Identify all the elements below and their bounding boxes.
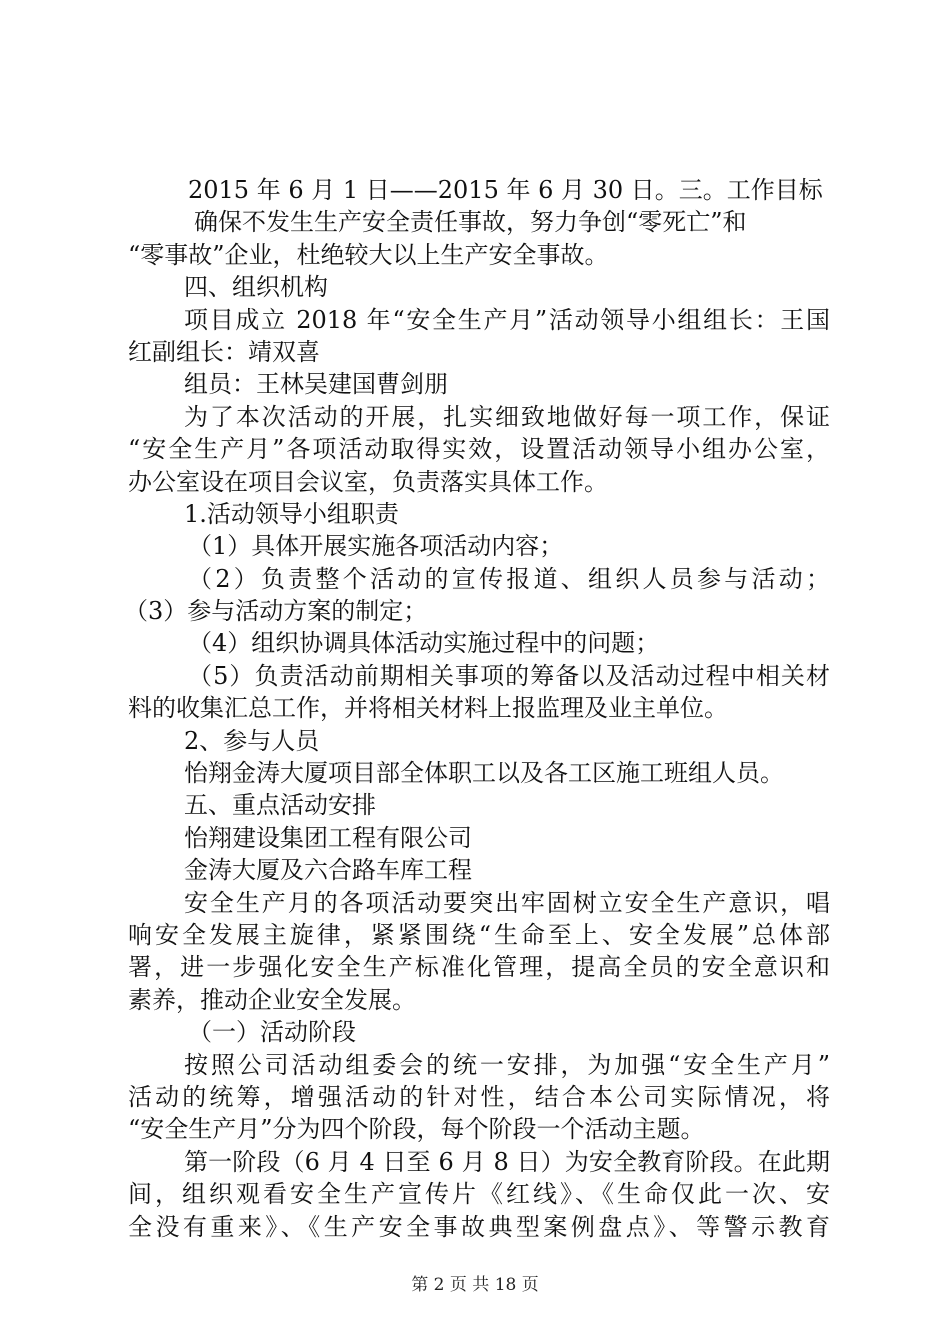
list-item: （5）负责活动前期相关事项的筹备以及活动过程中相关材 [188,661,830,690]
document-body [124,174,830,1243]
text-line: 怡翔建设集团工程有限公司 [184,823,472,852]
text-line: 响安全发展主旋律，紧紧围绕“生命至上、安全发展”总体部 [128,920,830,949]
section-heading: 2、参与人员 [184,726,320,755]
text-line: 全没有重来》、《生产安全事故典型案例盘点》、等警示教育 [128,1212,830,1241]
text-line: 素养，推动企业安全发展。 [128,985,416,1014]
text-line: 按照公司活动组委会的统一安排，为加强“安全生产月” [184,1050,830,1079]
text-line: 安全生产月的各项活动要突出牢固树立安全生产意识，唱 [184,888,830,917]
text-line: “安全生产月”各项活动取得实效，设置活动领导小组办公室， [128,435,830,464]
text-line: 第一阶段（6 月 4 日至 6 月 8 日）为安全教育阶段。在此期 [184,1147,830,1176]
section-heading: 四、组织机构 [184,273,328,302]
page-number: 第 2 页 共 18 页 [411,1275,539,1295]
text-line: 料的收集汇总工作，并将相关材料上报监理及业主单位。 [128,694,728,723]
text-line: “安全生产月”分为四个阶段，每个阶段一个活动主题。 [128,1115,705,1144]
list-item: （1）具体开展实施各项活动内容； [188,532,564,561]
list-item: （2）负责整个活动的宣传报道、组织人员参与活动； [188,564,830,593]
text-line: 怡翔金涛大厦项目部全体职工以及各工区施工班组人员。 [184,759,784,788]
section-heading: （一）活动阶段 [188,1018,356,1047]
section-heading: 五、重点活动安排 [184,791,376,820]
text-line: 间，组织观看安全生产宣传片《红线》、《生命仅此一次、安 [128,1180,830,1209]
list-item: （3）参与活动方案的制定； [124,597,428,626]
text-line: 红副组长：靖双喜 [128,337,320,366]
text-line: 确保不发生生产安全责任事故，努力争创“零死亡”和 [194,208,747,237]
text-line: 活动的统筹，增强活动的针对性，结合本公司实际情况，将 [128,1082,830,1111]
text-line: 组员：王林吴建国曹剑朋 [184,370,448,399]
text-line: 办公室设在项目会议室，负责落实具体工作。 [128,467,608,496]
text-line: 项目成立 2018 年“安全生产月”活动领导小组组长：王国 [184,305,830,334]
section-heading: 1.活动领导小组职责 [184,499,399,528]
text-line: 为了本次活动的开展，扎实细致地做好每一项工作，保证 [184,402,830,431]
text-line: 署，进一步强化安全生产标准化管理，提高全员的安全意识和 [128,953,830,982]
text-line: 金涛大厦及六合路车库工程 [184,856,472,885]
text-line: “零事故”企业，杜绝较大以上生产安全事故。 [128,240,609,269]
text-line: 2015 年 6 月 1 日——2015 年 6 月 30 日。三。工作目标 [188,176,823,204]
list-item: （4）组织协调具体活动实施过程中的问题； [188,629,660,658]
